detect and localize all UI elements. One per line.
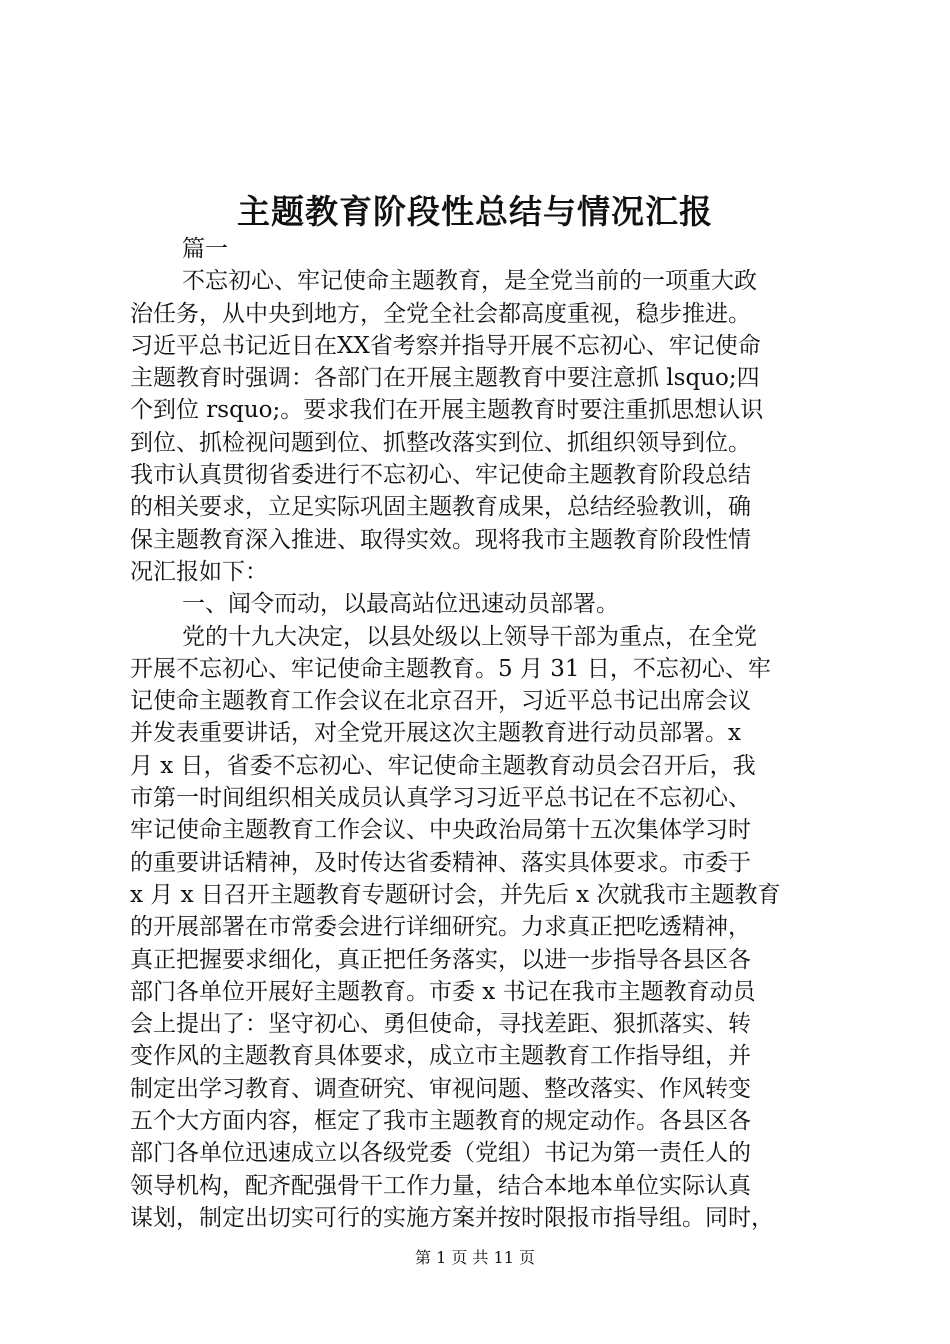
text-line: 月 x 日，省委不忘初心、牢记使命主题教育动员会召开后，我 [130,752,756,779]
text-line: 我市认真贯彻省委进行不忘初心、牢记使命主题教育阶段总结 [130,462,751,489]
document-title: 主题教育阶段性总结与情况汇报 [237,192,713,231]
text-line: 篇一 [182,236,228,262]
page-footer: 第 1 页 共 11 页 [415,1248,535,1267]
text-line: 五个大方面内容，框定了我市主题教育的规定动作。各县区各 [130,1108,751,1135]
text-line: 记使命主题教育工作会议在北京召开，习近平总书记出席会议 [130,688,751,715]
text-line: 的开展部署在市常委会进行详细研究。力求真正把吃透精神， [130,914,751,941]
text-line: 谋划，制定出切实可行的实施方案并按时限报市指导组。同时， [130,1204,774,1231]
text-line: 并发表重要讲话，对全党开展这次主题教育进行动员部署。x [130,720,741,747]
text-line: 不忘初心、牢记使命主题教育，是全党当前的一项重大政 [182,268,757,295]
text-line: 党的十九大决定，以县处级以上领导干部为重点，在全党 [182,623,757,650]
text-line: 部门各单位迅速成立以各级党委（党组）书记为第一责任人的 [130,1140,751,1167]
text-line: 市第一时间组织相关成员认真学习习近平总书记在不忘初心、 [130,785,751,812]
text-line: 部门各单位开展好主题教育。市委 x 书记在我市主题教育动员 [130,978,756,1005]
text-line: 制定出学习教育、调查研究、审视问题、整改落实、作风转变 [130,1075,751,1102]
text-line: 治任务，从中央到地方，全党全社会都高度重视，稳步推进。 [130,300,751,327]
text-line: x 月 x 日召开主题教育专题研讨会，并先后 x 次就我市主题教育 [130,881,781,908]
text-line: 开展不忘初心、牢记使命主题教育。5 月 31 日，不忘初心、牢 [130,655,771,682]
text-line: 领导机构，配齐配强骨干工作力量，结合本地本单位实际认真 [130,1172,751,1199]
text-line: 到位、抓检视问题到位、抓整改落实到位、抓组织领导到位。 [130,429,751,456]
text-line: 习近平总书记近日在XX省考察并指导开展不忘初心、牢记使命 [130,332,761,359]
text-line: 一、闻令而动，以最高站位迅速动员部署。 [182,591,619,618]
text-line: 的重要讲话精神，及时传达省委精神、落实具体要求。市委于 [130,849,751,876]
text-line: 会上提出了：坚守初心、勇但使命，寻找差距、狠抓落实、转 [130,1011,751,1038]
text-line: 个到位 rsquo;。要求我们在开展主题教育时要注重抓思想认识 [130,397,764,424]
text-line: 的相关要求，立足实际巩固主题教育成果，总结经验教训，确 [130,494,751,521]
document-body [130,233,830,1234]
text-line: 况汇报如下： [130,558,268,585]
text-line: 牢记使命主题教育工作会议、中央政治局第十五次集体学习时 [130,817,751,844]
text-line: 真正把握要求细化，真正把任务落实，以进一步指导各县区各 [130,946,751,973]
text-line: 保主题教育深入推进、取得实效。现将我市主题教育阶段性情 [130,526,751,553]
text-line: 变作风的主题教育具体要求，成立市主题教育工作指导组，并 [130,1043,751,1070]
text-line: 主题教育时强调：各部门在开展主题教育中要注意抓 lsquo;四 [130,365,760,392]
